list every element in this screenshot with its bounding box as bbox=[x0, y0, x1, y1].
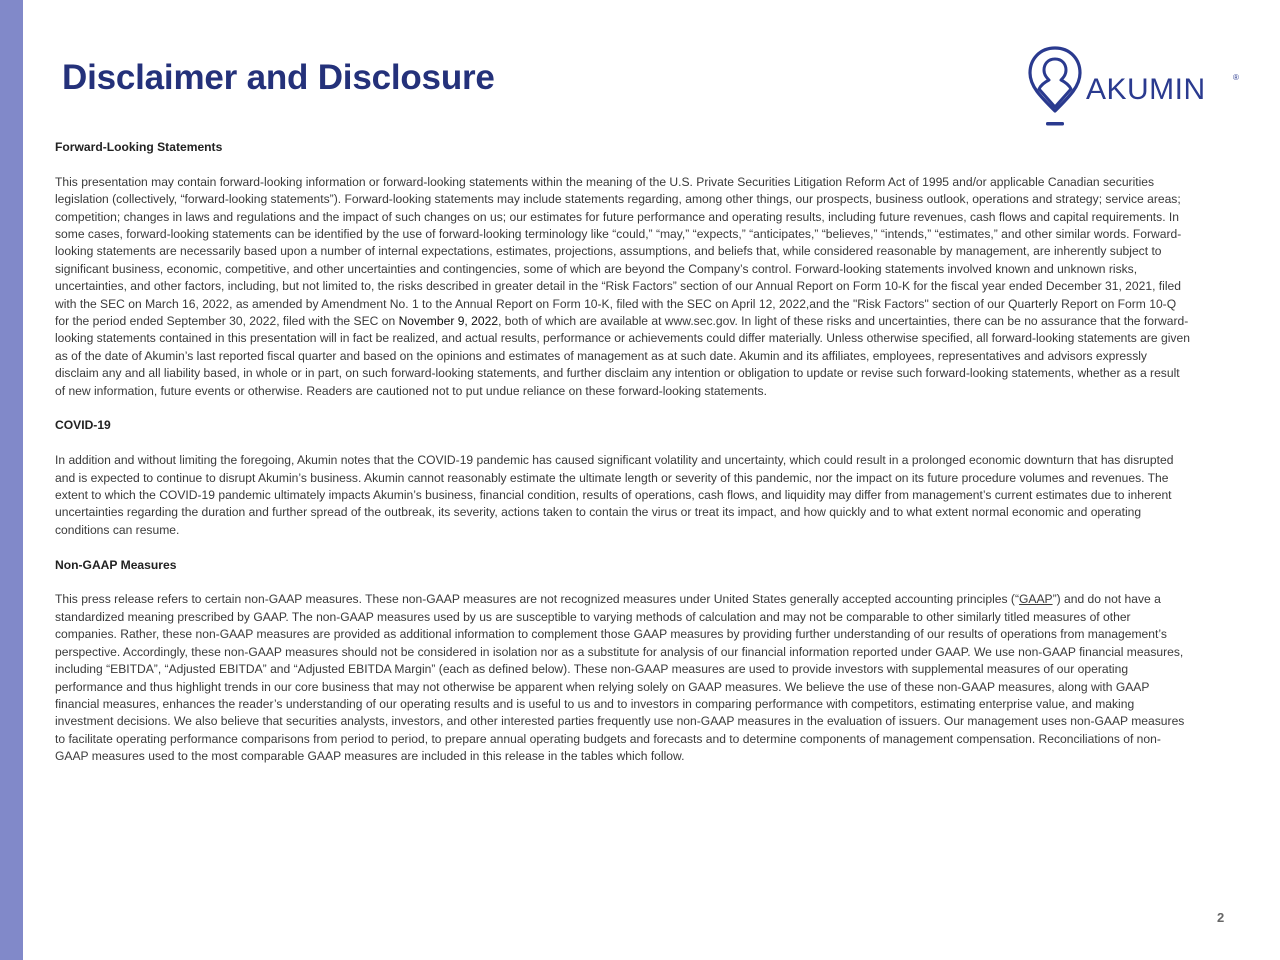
section-paragraph bbox=[55, 174, 1190, 400]
section-heading: Non-GAAP Measures bbox=[55, 557, 177, 572]
paragraph-text: ”) and do not have a standardized meaning prescribed by GAAP. The non-GAAP measures used by us are susceptible to varying methods of calculation and may not be comparable to other similarly titled measures of other companies. Rather, these non-GAAP measures are provided as additional information to complement those GAAP measures by providing further understanding of our results of operations from management’s perspective. Accordingly, these non-GAAP measures should not be considered in isolation nor as a substitute for analysis of our financial information reported under GAAP. We use non-GAAP financial measures, including “EBITDA”, “Adjusted EBITDA” and “Adjusted EBITDA Margin” (each as defined below). These non-GAAP measures are used to provide investors with supplemental measures of our operating performance and thus highlight trends in our core business that may not otherwise be apparent when relying solely on GAAP measures. We believe the use of these non-GAAP measures, along with GAAP financial measures, enhances the reader’s understanding of our operating results and is useful to us and to investors in comparing performance with competitors, estimating enterprise value, and making investment decisions. We also believe that securities analysts, investors, and other interested parties frequently use non-GAAP measures in the evaluation of issuers. Our management uses non-GAAP measures to facilitate operating performance comparisons from period to period, to prepare annual operating budgets and forecasts and to determine components of management compensation. Reconciliations of non-GAAP measures used to the most comparable GAAP measures are included in this release in the tables which follow. bbox=[55, 592, 1185, 764]
section-covid bbox=[55, 417, 1190, 539]
section-forward-looking bbox=[55, 139, 1190, 400]
section-paragraph: In addition and without limiting the foregoing, Akumin notes that the COVID-19 pandemic has caused significant volatility and uncertainty, which could result in a prolonged economic downturn that has disrupted and is expected to continue to disrupt Akumin’s business. Akumin cannot reasonably estimate the ultimate length or severity of this pandemic, nor the impact on its future procedure volumes and revenues. The extent to which the COVID-19 pandemic ultimately impacts Akumin’s business, financial condition, results of operations, cash flows, and liquidity may differ from management’s current estimates due to inherent uncertainties regarding the duration and further spread of the outbreak, its severity, actions taken to contain the virus or treat its impact, and how quickly and to what extent normal economic and operating conditions can resume. bbox=[55, 453, 1174, 537]
svg-text:AKUMIN: AKUMIN bbox=[1086, 73, 1206, 106]
page-title: Disclaimer and Disclosure bbox=[62, 58, 495, 97]
gaap-link[interactable]: GAAP bbox=[1018, 592, 1053, 607]
section-heading: Forward-Looking Statements bbox=[55, 140, 223, 154]
paragraph-text: , both of which are available at www.sec.gov. In light of these risks and uncertainties, there can be no assurance that the forward-looking statements contained in this presentation will in fact be realized, and actual results, performance or achievements could differ materially. Unless otherwise specified, all forward-looking statements are given as of the date of Akumin’s last reported fiscal quarter and based on the opinions and estimates of management as at such date. Akumin and its affiliates, employees, representatives and advisors expressly disclaim any and all liability based, in whole or in part, on such forward-looking statements, and further disclaim any intention or obligation to update or revise such forward-looking statements, whether as a result of new information, future events or otherwise. Readers are cautioned not to put undue reliance on these forward-looking statements. bbox=[55, 314, 1190, 398]
svg-text:®: ® bbox=[1233, 73, 1239, 82]
section-paragraph bbox=[55, 591, 1190, 765]
paragraph-text: This press release refers to certain non-GAAP measures. These non-GAAP measures are not recognized measures under United States generally accepted accounting principles (“ bbox=[55, 592, 1019, 607]
section-heading: COVID-19 bbox=[55, 418, 111, 433]
location-pin-person-icon bbox=[1028, 44, 1248, 132]
left-accent-bar bbox=[0, 0, 23, 960]
disclaimer-body bbox=[55, 139, 1190, 783]
paragraph-text: This presentation may contain forward-looking information or forward-looking statements within the meaning of the U.S. Private Securities Litigation Reform Act of 1995 and/or applicable Canadian securities legislation (collectively, “forward-looking statements”). Forward-looking statements may include statements regarding, among other things, our prospects, business outlook, operations and strategy; service areas; competition; changes in laws and regulations and the impact of such changes on us; our estimates for future performance and operating results, including future revenues, cash flows and capital requirements. In some cases, forward-looking statements can be identified by the use of forward-looking terminology like “could,” “may,” “expects,” “anticipates,” “believes,” “intends,” “estimates,” and other similar words. Forward-looking statements are necessarily based upon a number of internal expectations, estimates, projections, assumptions, and beliefs that, while considered reasonable by management, are inherently subject to significant business, economic, competitive, and other uncertainties and contingencies, some of which are beyond the Company’s control. Forward-looking statements involved known and unknown risks, uncertainties, and other factors, including, but not limited to, the risks described in greater detail in the “Risk Factors” section of our Annual Report on Form 10-K for the fiscal year ended December 31, 2021, filed with the SEC on March 16, 2022, as amended by Amendment No. 1 to the Annual Report on Form 10-K, filed with the SEC on April 12, 2022,and the "Risk Factors" section of our Quarterly Report on Form 10-Q for the period ended September 30, 2022, filed with the SEC on bbox=[55, 174, 1182, 329]
section-non-gaap bbox=[55, 557, 1190, 766]
akumin-logo bbox=[1028, 44, 1248, 132]
filing-date-text: November 9, 2022 bbox=[398, 314, 499, 329]
page-number: 2 bbox=[1217, 910, 1225, 925]
